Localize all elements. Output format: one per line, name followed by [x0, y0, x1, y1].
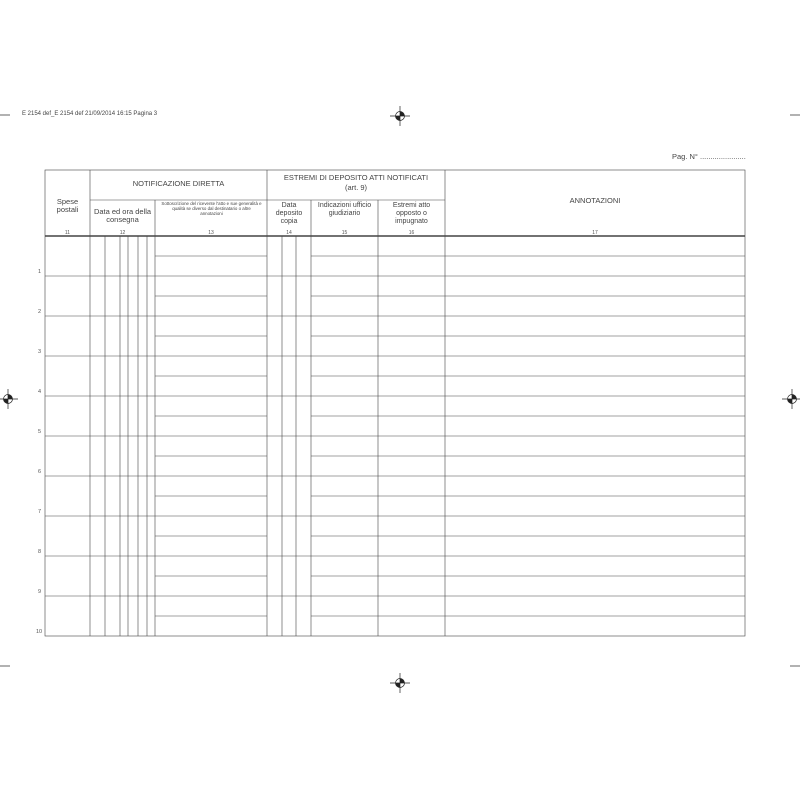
column-number: 14 — [286, 230, 292, 236]
column-number: 11 — [64, 230, 71, 236]
row-number: 7 — [38, 509, 42, 515]
column-number: 13 — [208, 230, 214, 236]
header-spese-postali: Spese postali — [56, 197, 79, 215]
header-estremi-atto: Estremi atto opposto o impugnato — [392, 202, 431, 225]
header-estremi-deposito: ESTREMI DI DEPOSITO ATTI NOTIFICATI — [283, 173, 429, 182]
row-number: 8 — [38, 549, 42, 555]
row-number: 10 — [36, 629, 43, 635]
column-number: 17 — [592, 230, 598, 236]
header-indicazioni-ufficio: Indicazioni ufficio giudiziario — [317, 202, 372, 217]
page-number-field: Pag. N° ...................... — [672, 152, 746, 161]
row-number: 1 — [38, 269, 42, 275]
row-number: 9 — [38, 589, 42, 595]
header-data-deposito-copia: Data deposito copia — [275, 202, 303, 225]
header-annotazioni: ANNOTAZIONI — [569, 196, 621, 205]
header-estremi-deposito-sub: (art. 9) — [344, 183, 368, 192]
column-number: 16 — [408, 230, 415, 236]
print-slug: E 2154 def_E 2154 def 21/09/2014 16:15 Pagina 3 — [22, 111, 158, 117]
row-number: 2 — [38, 309, 42, 315]
row-number: 6 — [38, 469, 42, 475]
header-notificazione-diretta: NOTIFICAZIONE DIRETTA — [132, 179, 225, 188]
column-number: 12 — [119, 230, 126, 236]
header-sottoscrizione: Sottoscrizione del ricevente l'atto e sue generalità e qualità se diverso dal destinatario o altre annotazioni — [161, 201, 262, 217]
column-number: 15 — [341, 230, 348, 236]
row-number: 4 — [38, 389, 42, 395]
row-number: 5 — [38, 429, 42, 435]
header-data-ora-consegna: Data ed ora della consegna — [93, 207, 152, 225]
row-number: 3 — [38, 349, 42, 355]
